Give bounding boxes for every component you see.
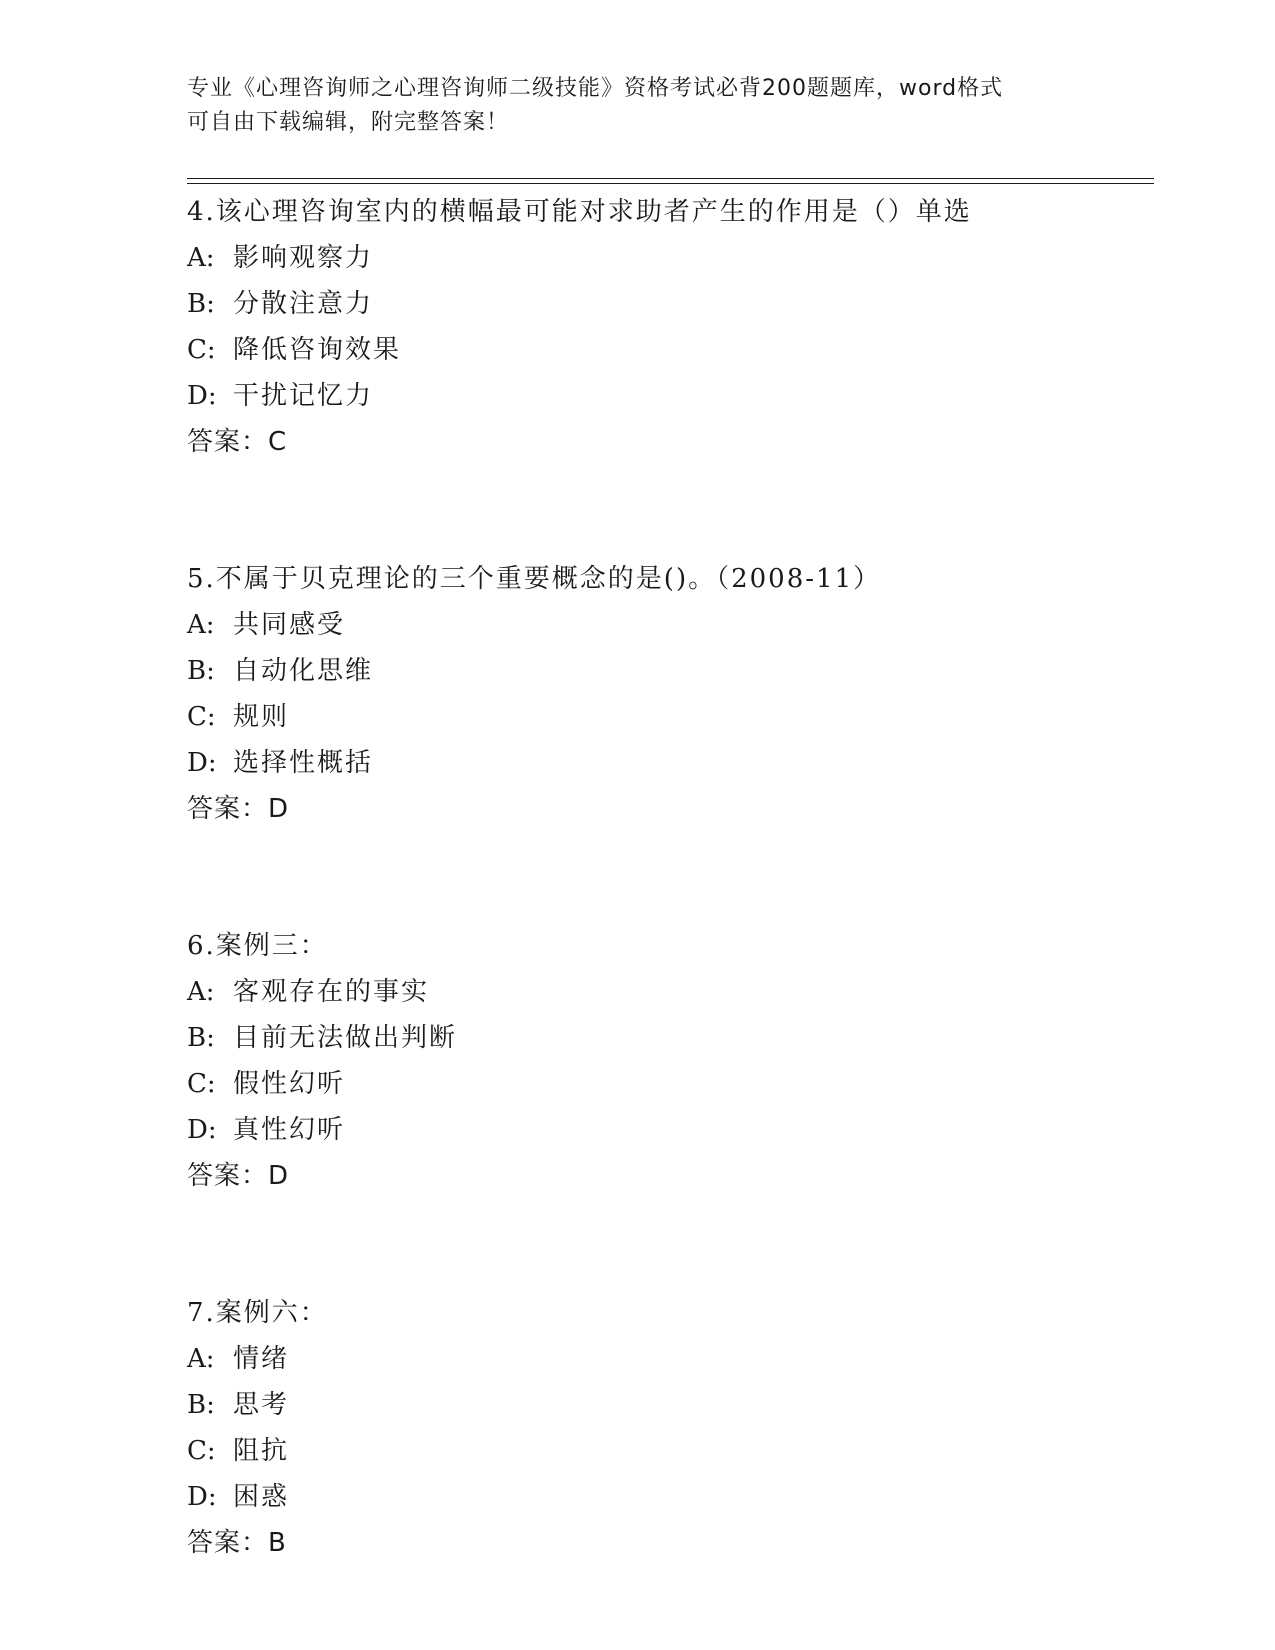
- question-item: [187, 1290, 1147, 1566]
- option-a: [187, 235, 1147, 281]
- option-c: [187, 1428, 1147, 1474]
- question-list: [187, 189, 1147, 1566]
- option-text: 客观存在的事实: [233, 977, 430, 1007]
- option-text: 共同感受: [233, 610, 346, 640]
- answer-line: 答案：D: [187, 1161, 290, 1191]
- option-key: D:: [187, 748, 217, 778]
- option-key: C:: [187, 702, 216, 732]
- option-text: 自动化思维: [233, 656, 374, 686]
- option-key: D:: [187, 381, 217, 411]
- option-d: [187, 740, 1147, 786]
- option-key: C:: [187, 335, 216, 365]
- option-text: 影响观察力: [233, 243, 374, 273]
- option-d: [187, 1474, 1147, 1520]
- question-item: [187, 189, 1147, 465]
- option-text: 思考: [233, 1390, 290, 1420]
- question-stem: 4.该心理咨询室内的横幅最可能对求助者产生的作用是（）单选: [187, 197, 972, 227]
- question-stem: 7.案例六：: [187, 1298, 328, 1328]
- option-text: 假性幻听: [233, 1069, 346, 1099]
- option-text: 降低咨询效果: [233, 335, 402, 365]
- option-b: [187, 1382, 1147, 1428]
- header-divider-bottom: [187, 183, 1154, 184]
- option-key: A:: [187, 977, 215, 1007]
- question-stem: 6.案例三：: [187, 931, 328, 961]
- option-key: A:: [187, 243, 215, 273]
- option-text: 分散注意力: [233, 289, 374, 319]
- option-key: C:: [187, 1436, 216, 1466]
- document-header: [187, 72, 1087, 140]
- header-line-2: 可自由下载编辑，附完整答案！: [187, 110, 510, 135]
- question-spacer: [187, 832, 1147, 923]
- option-key: B:: [187, 656, 215, 686]
- option-b: [187, 648, 1147, 694]
- option-c: [187, 1061, 1147, 1107]
- option-key: A:: [187, 610, 215, 640]
- header-divider-top: [187, 178, 1154, 179]
- option-key: B:: [187, 1390, 215, 1420]
- answer-line: 答案：D: [187, 794, 290, 824]
- question-spacer: [187, 465, 1147, 556]
- option-c: [187, 327, 1147, 373]
- option-text: 规则: [233, 702, 290, 732]
- header-line-1: 专业《心理咨询师之心理咨询师二级技能》资格考试必背200题题库，word格式: [187, 76, 1004, 101]
- option-a: [187, 1336, 1147, 1382]
- question-item: [187, 923, 1147, 1199]
- option-key: D:: [187, 1115, 217, 1145]
- question-spacer: [187, 1199, 1147, 1290]
- option-text: 困惑: [233, 1482, 290, 1512]
- option-key: A:: [187, 1344, 215, 1374]
- option-text: 阻抗: [233, 1436, 290, 1466]
- answer-line: 答案：B: [187, 1528, 287, 1558]
- option-text: 目前无法做出判断: [233, 1023, 458, 1053]
- option-text: 干扰记忆力: [233, 381, 374, 411]
- option-key: B:: [187, 289, 215, 319]
- option-d: [187, 373, 1147, 419]
- option-b: [187, 1015, 1147, 1061]
- option-d: [187, 1107, 1147, 1153]
- option-text: 真性幻听: [233, 1115, 346, 1145]
- option-b: [187, 281, 1147, 327]
- option-key: C:: [187, 1069, 216, 1099]
- option-text: 情绪: [233, 1344, 290, 1374]
- option-key: B:: [187, 1023, 215, 1053]
- option-key: D:: [187, 1482, 217, 1512]
- option-a: [187, 969, 1147, 1015]
- option-a: [187, 602, 1147, 648]
- question-item: [187, 556, 1147, 832]
- option-c: [187, 694, 1147, 740]
- option-text: 选择性概括: [233, 748, 374, 778]
- question-stem: 5.不属于贝克理论的三个重要概念的是()。（2008-11）: [187, 564, 882, 594]
- answer-line: 答案：C: [187, 427, 288, 457]
